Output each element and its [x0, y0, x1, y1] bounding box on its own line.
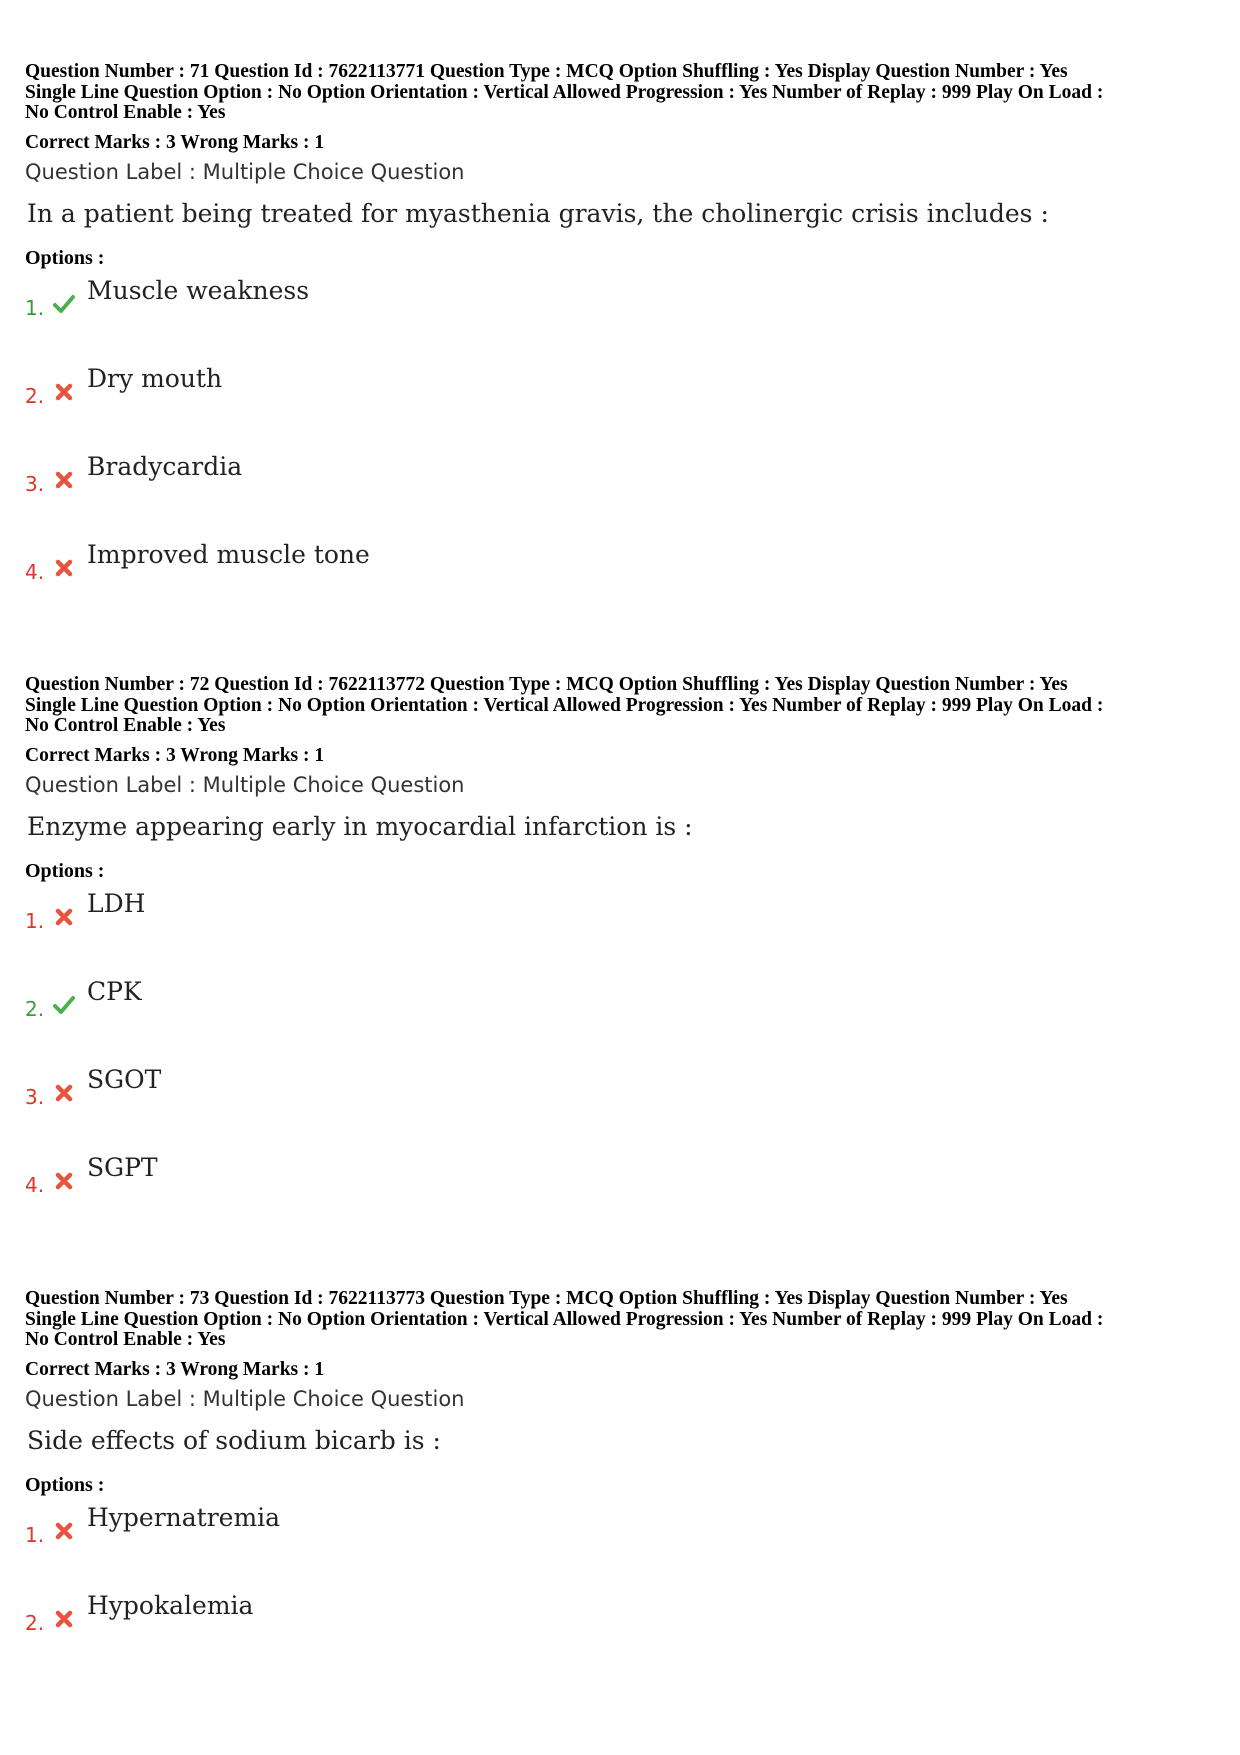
question-text: Side effects of sodium bicarb is : [27, 1425, 441, 1455]
option-item [25, 533, 1220, 621]
question-meta-line: Single Line Question Option : No Option Orientation : Vertical Allowed Progression : Yes Number of Replay : 999 Play On Load : [25, 81, 1104, 103]
question-label: Question Label : Multiple Choice Question [25, 1386, 465, 1411]
option-number: 3. [25, 471, 45, 496]
check-icon [53, 994, 75, 1016]
option-text: CPK [87, 976, 142, 1006]
options-list [25, 882, 1220, 1234]
option-item [25, 970, 1220, 1058]
question-meta-line: No Control Enable : Yes [25, 715, 226, 736]
question-meta-line: Question Number : 73 Question Id : 7622113773 Question Type : MCQ Option Shuffling : Yes Display Question Number : Yes [25, 1288, 1068, 1309]
cross-icon [53, 469, 75, 491]
cross-icon [53, 557, 75, 579]
question-meta-line: Question Number : 71 Question Id : 7622113771 Question Type : MCQ Option Shuffling : Yes Display Question Number : Yes [25, 61, 1068, 82]
option-number: 2. [25, 383, 45, 408]
option-item [25, 445, 1220, 533]
option-number: 1. [25, 908, 45, 933]
option-number: 3. [25, 1084, 45, 1109]
option-text: Hypokalemia [87, 1590, 254, 1620]
cross-icon [53, 381, 75, 403]
cross-icon [53, 1082, 75, 1104]
cross-icon [53, 1520, 75, 1542]
option-text: Dry mouth [87, 363, 223, 393]
options-heading: Options : [25, 246, 105, 269]
cross-icon [53, 1170, 75, 1192]
option-item [25, 357, 1220, 445]
question-meta-line: No Control Enable : Yes [25, 102, 226, 123]
question-text: In a patient being treated for myasthenia gravis, the cholinergic crisis includes : [27, 198, 1049, 228]
options-heading: Options : [25, 859, 105, 882]
marks-line: Correct Marks : 3 Wrong Marks : 1 [25, 1358, 325, 1380]
question-text: Enzyme appearing early in myocardial infarction is : [27, 811, 693, 841]
question-label: Question Label : Multiple Choice Question [25, 159, 465, 184]
question-meta-line: Single Line Question Option : No Option Orientation : Vertical Allowed Progression : Yes Number of Replay : 999 Play On Load : [25, 694, 1104, 716]
question-meta-line: No Control Enable : Yes [25, 1329, 226, 1350]
option-item [25, 1584, 1220, 1672]
option-text: SGPT [87, 1152, 158, 1182]
option-item [25, 1058, 1220, 1146]
check-icon [53, 293, 75, 315]
question-block [25, 62, 1220, 621]
option-text: Muscle weakness [87, 275, 310, 305]
question-label: Question Label : Multiple Choice Question [25, 772, 465, 797]
marks-line: Correct Marks : 3 Wrong Marks : 1 [25, 131, 325, 153]
option-number: 2. [25, 1610, 45, 1635]
option-text: LDH [87, 888, 146, 918]
option-item [25, 882, 1220, 970]
options-list [25, 1496, 1220, 1672]
options-list [25, 269, 1220, 621]
question-block [25, 675, 1220, 1234]
question-meta-line: Question Number : 72 Question Id : 7622113772 Question Type : MCQ Option Shuffling : Yes Display Question Number : Yes [25, 674, 1068, 695]
cross-icon [53, 906, 75, 928]
question-meta-line: Single Line Question Option : No Option Orientation : Vertical Allowed Progression : Yes Number of Replay : 999 Play On Load : [25, 1308, 1104, 1330]
option-item [25, 1496, 1220, 1584]
question-block [25, 1289, 1220, 1672]
option-number: 4. [25, 1172, 45, 1197]
marks-line: Correct Marks : 3 Wrong Marks : 1 [25, 744, 325, 766]
option-text: Bradycardia [87, 451, 243, 481]
option-item [25, 269, 1220, 357]
option-item [25, 1146, 1220, 1234]
options-heading: Options : [25, 1473, 105, 1496]
option-text: SGOT [87, 1064, 162, 1094]
option-number: 4. [25, 559, 45, 584]
option-number: 1. [25, 295, 45, 320]
cross-icon [53, 1608, 75, 1630]
option-number: 1. [25, 1522, 45, 1547]
option-text: Hypernatremia [87, 1502, 281, 1532]
option-number: 2. [25, 996, 45, 1021]
option-text: Improved muscle tone [87, 539, 370, 569]
